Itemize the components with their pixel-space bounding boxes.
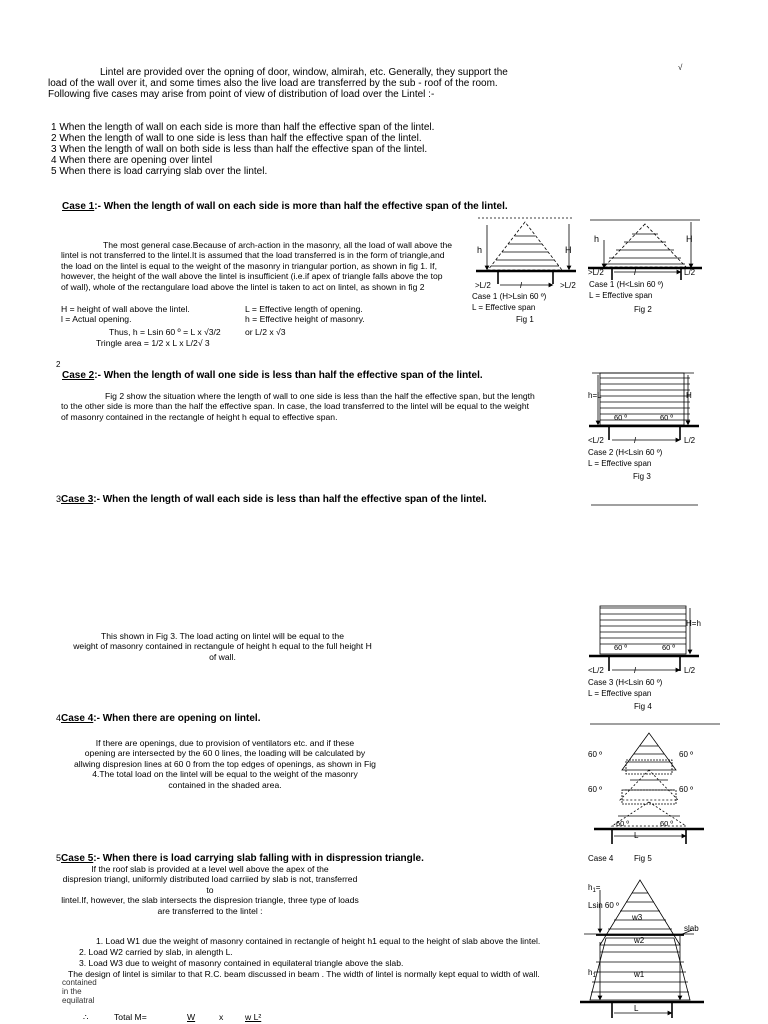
- case-list-item: 2 When the length of wall to one side is less than half the effective span of the lintel.: [51, 133, 422, 144]
- def-line: h = Effective height of masonry.: [245, 314, 365, 325]
- load-w1: 1. Load W1 due the weight of masonry contained in rectangle of height h1 equal to the height of slab above the lintel.: [96, 936, 541, 946]
- fig3-right-label: L/2: [684, 436, 696, 445]
- case5-title: :- When there is load carrying slab falling with in dispression triangle.: [93, 853, 424, 864]
- case1-body-line: The most general case.Because of arch-action in the masonry, all the load of wall above the: [103, 240, 453, 250]
- intro-line: Following five cases may arise from point of view of distribution of load over the Lintel :-: [48, 89, 435, 100]
- fig1-caption-fig: Fig 1: [516, 315, 534, 324]
- fig5-angle-right-2: 60 º: [679, 785, 694, 794]
- def-line: L = Effective length of opening.: [245, 304, 363, 314]
- case-list-item: 4 When there are opening over lintel: [51, 155, 213, 166]
- case5-body-line: are transferred to the lintel :: [157, 905, 263, 916]
- case2-label: Case 2: [62, 370, 95, 381]
- fig2-caption-case: Case 1 (H<Lsin 60 º): [589, 280, 664, 289]
- case1-body-line: however, the height of the wall above the lintel is insufficient (i.e.if apex of triangle falls above the top: [61, 271, 443, 282]
- case1-triangle-area: Tringle area = 1/2 x L x L/2√ 3: [96, 338, 210, 348]
- fig6-lsin-label: Lsin 60 º: [588, 901, 619, 910]
- case4-body-line: 4.The total load on the lintel will be equal to the weight of the masonry: [92, 769, 358, 780]
- fig2-caption-fig: Fig 2: [634, 305, 652, 314]
- fig1-caption-span: L = Effective span: [472, 303, 536, 312]
- fig1-caption-case: Case 1 (H>Lsin 60 º): [472, 292, 547, 301]
- case1-body-line: of wall), whole of the rectangulare load above the lintel is taken to act on lintel, as shown in fig 2: [61, 281, 425, 292]
- fig3-caption-span: L = Effective span: [588, 459, 652, 468]
- fig4-Hh-label: H=h: [686, 619, 701, 628]
- fig6-w2-label: w2: [634, 936, 645, 945]
- fig3-hL-label: h=L: [588, 391, 602, 400]
- intro-line: Lintel are provided over the opning of door, window, almirah, etc. Generally, they support the: [100, 67, 508, 78]
- fig5-angle-right-1: 60 º: [679, 750, 694, 759]
- case1-label: Case 1: [62, 201, 95, 212]
- case5-body-line: lintel.If, however, the slab intersects the dispresion triangle, three type of loads: [61, 895, 359, 906]
- fig2-h-label: h: [594, 234, 600, 244]
- fig3-angle-right: 60 º: [660, 413, 674, 422]
- case-list-item: 3 When the length of wall on both side is less than half the effective span of the lintel.: [51, 144, 428, 155]
- fig4-l-label: l: [634, 666, 636, 675]
- case3-label: Case 3: [61, 494, 94, 505]
- fig5-angle-left-2: 60 º: [588, 785, 603, 794]
- case1-title: :- When the length of wall on each side is more than half the effective span of the lintel.: [94, 201, 508, 212]
- fig5-L-label: L: [634, 831, 639, 840]
- design-note: The design of lintel is similar to that R.C. beam discussed in beam . The width of lintel is normally kept equal to width of wall.: [68, 969, 540, 979]
- case5-label: Case 5: [61, 853, 94, 864]
- therefore-symbol: ∴: [83, 1012, 89, 1022]
- case1-body-line: the load on the lintel is equal to the weight of the masonry in triangular portion, as shown in fig 1. If,: [61, 260, 437, 271]
- fig1-H-label: H: [565, 245, 572, 255]
- case3-title: :- When the length of wall each side is less than half the effective span of the lintel.: [93, 494, 487, 505]
- fig6-slab-label: slab: [684, 924, 699, 933]
- case4-number: 4: [56, 713, 62, 723]
- fig2-H-label: H: [686, 234, 693, 244]
- case4-title: :- When there are opening on lintel.: [93, 713, 261, 724]
- check-mark: √: [678, 63, 683, 72]
- fig3-left-label: <L/2: [588, 436, 604, 445]
- fig1-left-label: >L/2: [475, 281, 491, 290]
- fig3-caption-fig: Fig 3: [633, 472, 651, 481]
- fig3-angle-left: 60 º: [614, 413, 628, 422]
- fig4-caption-span: L = Effective span: [588, 689, 652, 698]
- fig1-right-label: >L/2: [560, 281, 576, 290]
- case2-body-line: Fig 2 show the situation where the length of wall to one side is less than the half the effective span, but the length: [105, 391, 535, 401]
- fig2-left-label: >L/2: [588, 268, 604, 277]
- fig5-angle-bottom-1: 60 º: [616, 819, 630, 828]
- case-list-item: 5 When there is load carrying slab over the lintel.: [51, 166, 268, 177]
- fig1-diagram: [476, 218, 576, 285]
- case1-body-line: lintel is not transferred to the lintel.It is assumed that the load transferred is in the form of triangle,and: [61, 250, 445, 261]
- case4-body-line: contained in the shaded area.: [168, 779, 282, 790]
- fig4-left-label: <L/2: [588, 666, 604, 675]
- fig2-l-label: l: [634, 268, 636, 277]
- overflow-line: in the: [62, 987, 82, 996]
- fig5-caption-case: Case 4: [588, 854, 614, 863]
- case3-body-line: This shown in Fig 3. The load acting on lintel will be equal to the: [101, 631, 344, 641]
- def-line: l = Actual opening.: [61, 314, 132, 325]
- case4-body-line: If there are openings, due to provision of ventilators etc. and if these: [95, 738, 355, 748]
- case5-number: 5: [56, 853, 62, 863]
- load-w3: 3. Load W3 due to weight of masonry contained in equilateral triangle above the slab.: [79, 958, 404, 968]
- case3-body-line: weight of masonry contained in rectangule of height h equal to the full height H: [73, 641, 372, 652]
- overflow-line: equilatral: [62, 996, 95, 1005]
- fig4-caption-case: Case 3 (H<Lsin 60 º): [588, 678, 663, 687]
- fig2-right-label: L/2: [684, 268, 696, 277]
- fig4-angle-right: 60 º: [662, 643, 676, 652]
- fig5-caption-fig: Fig 5: [634, 854, 652, 863]
- fig1-l-label: l: [520, 281, 522, 290]
- fig5-angle-bottom-2: 60 º: [660, 819, 674, 828]
- fig3-diagram: [589, 373, 699, 440]
- fig3-l-label: l: [634, 436, 636, 445]
- def-line: H = height of wall above the lintel.: [61, 304, 190, 314]
- fig4-right-label: L/2: [684, 666, 696, 675]
- fig6-h1-label: $h_1=$: [588, 883, 601, 894]
- fig4-diagram: [589, 606, 699, 671]
- fig2-caption-span: L = Effective span: [589, 291, 653, 300]
- case-list-item: 1 When the length of wall on each side is more than half the effective span of the lintel.: [51, 122, 435, 133]
- case4-label: Case 4: [61, 713, 94, 724]
- fig4-angle-left: 60 º: [614, 643, 628, 652]
- case2-number: 2: [56, 360, 61, 369]
- fig6-L-label: L: [634, 1004, 639, 1013]
- total-w: W: [187, 1012, 196, 1022]
- case2-body-line: of masonry contained in the rectangle of height h equal to effective span.: [61, 411, 338, 422]
- fig6-h1b-label: $h_1$: [588, 968, 596, 979]
- case1-or: or L/2 x √3: [245, 327, 286, 337]
- total-moment-label: Total M=: [114, 1012, 147, 1022]
- overflow-line: contained: [62, 978, 97, 987]
- case3-number: 3: [56, 494, 62, 504]
- fig4-caption-fig: Fig 4: [634, 702, 652, 711]
- total-x: x: [219, 1012, 224, 1022]
- case4-body-line: allwing dispresion lines at 60 0 from the top edges of openings, as shown in Fig: [74, 758, 376, 769]
- case2-body-line: to the other side is more than the half the effective span. In case, the load transferred to the lintel will be equal to the weight: [61, 401, 530, 412]
- fig6-w1-label: w1: [634, 970, 645, 979]
- case4-body-line: opening are intersected by the 60 0 lines, the loading will be calculated by: [84, 748, 366, 759]
- fig5-angle-left-1: 60 º: [588, 750, 603, 759]
- case5-body-line: dispresion triangl, uniformly distributed load carriied by slab is not, transferred to: [62, 874, 358, 895]
- intro-line: load of the wall over it, and some times also the live load are transferred by the sub - roof of the room.: [48, 78, 498, 89]
- total-wl: w L²: [245, 1012, 262, 1022]
- fig1-h-label: h: [477, 245, 483, 255]
- case2-title: :- When the length of wall one side is less than half the effective span of the lintel.: [94, 370, 483, 381]
- fig3-H-label: H: [686, 391, 692, 400]
- case1-thus: Thus, h = Lsin 60 º = L x √3/2: [109, 327, 221, 337]
- load-w2: 2. Load W2 carried by slab, in alength L.: [79, 947, 233, 957]
- case5-body-line: If the roof slab is provided at a level well above the apex of the: [91, 864, 329, 874]
- fig6-w3-label: w3: [632, 913, 643, 922]
- case3-body-line: of wall.: [209, 651, 236, 662]
- fig3-caption-case: Case 2 (H<Lsin 60 º): [588, 448, 663, 457]
